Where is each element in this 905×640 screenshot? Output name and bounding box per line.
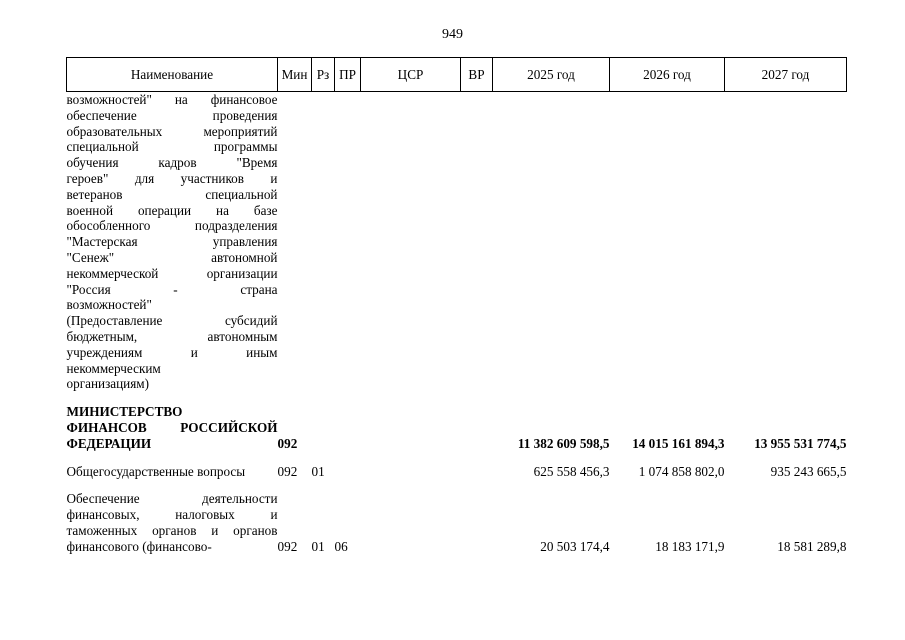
row-name-line: образовательных мероприятий (66, 123, 278, 139)
row-rz: 01 (311, 463, 325, 479)
row-pr (335, 404, 361, 451)
row-name-line: "Мастерская управления (66, 234, 278, 250)
row-name-line: героев" для участников и (66, 170, 278, 186)
row-rz (312, 92, 335, 393)
header-2027: 2027 год (725, 58, 847, 92)
header-row (67, 58, 847, 92)
row-y2026 (610, 92, 725, 393)
row-csr (361, 491, 461, 554)
header-name: Наименование (67, 58, 278, 92)
row-y2025: 20 503 174,4 (540, 538, 610, 554)
budget-table (66, 57, 847, 555)
row-name-line: учреждениям и иным (66, 344, 278, 360)
row-pr: 06 (334, 538, 348, 554)
row-min: 092 (277, 538, 298, 554)
row-name-line: обеспечение проведения (66, 107, 278, 123)
row-rz: 01 (311, 538, 325, 554)
row-pr (335, 92, 361, 393)
row-name-line: таможенных органов и органов (66, 522, 278, 538)
row-y2026: 14 015 161 894,3 (632, 435, 725, 451)
table-body (67, 92, 847, 555)
row-vr (461, 92, 493, 393)
row-csr (361, 464, 461, 480)
row-name-line: ФЕДЕРАЦИИ (66, 435, 152, 451)
row-y2027: 13 955 531 774,5 (754, 435, 847, 451)
row-vr (461, 491, 493, 554)
row-spacer (67, 452, 847, 464)
row-name-line: военной операции на базе (66, 202, 278, 218)
row-y2025: 625 558 456,3 (533, 463, 610, 479)
row-spacer (67, 392, 847, 404)
row-spacer (67, 479, 847, 491)
row-name-line: обучения кадров "Время (66, 155, 278, 171)
row-name-line: Обеспечение деятельности (66, 491, 278, 507)
row-name (67, 491, 278, 554)
row-y2026: 18 183 171,9 (655, 538, 725, 554)
header-csr: ЦСР (361, 58, 461, 92)
row-name-line: Общегосударственные вопросы (66, 463, 246, 479)
row-name-line: (Предоставление субсидий (66, 313, 278, 329)
table-row (67, 491, 847, 554)
row-name-line: возможностей" на финансовое (66, 92, 278, 107)
row-name-line: возможностей" (66, 297, 152, 313)
header-rz: Рз (312, 58, 335, 92)
row-name-line: некоммерческим (66, 360, 161, 376)
header-2026: 2026 год (610, 58, 725, 92)
row-name-line: финансового (финансово- (66, 538, 212, 554)
header-2025: 2025 год (493, 58, 610, 92)
row-y2027: 935 243 665,5 (770, 463, 847, 479)
table-row (67, 404, 847, 451)
row-rz (312, 404, 335, 451)
row-name-line: некоммерческой организации (66, 265, 278, 281)
row-name-line: "Сенеж" автономной (66, 249, 278, 265)
row-min: 092 (277, 463, 298, 479)
row-y2027 (725, 92, 847, 393)
row-name-line: организациям) (66, 376, 150, 392)
page-number: 949 (442, 27, 463, 42)
row-vr (461, 464, 493, 480)
row-y2025: 11 382 609 598,5 (517, 435, 610, 451)
row-name-line: обособленного подразделения (66, 218, 278, 234)
row-y2025 (493, 92, 610, 393)
row-name-line: бюджетным, автономным (66, 328, 278, 344)
header-min: Мин (278, 58, 312, 92)
row-name-line: "Россия - страна (66, 281, 278, 297)
header-pr: ПР (335, 58, 361, 92)
row-name-line: финансовых, налоговых и (66, 507, 278, 523)
row-name-line: МИНИСТЕРСТВО (66, 404, 183, 420)
row-name-line: специальной программы (66, 139, 278, 155)
row-y2027: 18 581 289,8 (777, 538, 847, 554)
table-row (67, 92, 847, 393)
header-vr: ВР (461, 58, 493, 92)
row-csr (361, 404, 461, 451)
row-name (67, 92, 278, 393)
row-name-line: ФИНАНСОВ РОССИЙСКОЙ (66, 419, 278, 435)
row-name (67, 464, 278, 480)
row-y2026: 1 074 858 802,0 (638, 463, 725, 479)
row-pr (335, 464, 361, 480)
row-min (278, 92, 312, 393)
row-min: 092 (277, 435, 298, 451)
table-row (67, 464, 847, 480)
row-vr (461, 404, 493, 451)
row-name (67, 404, 278, 451)
row-csr (361, 92, 461, 393)
row-name-line: ветеранов специальной (66, 186, 278, 202)
